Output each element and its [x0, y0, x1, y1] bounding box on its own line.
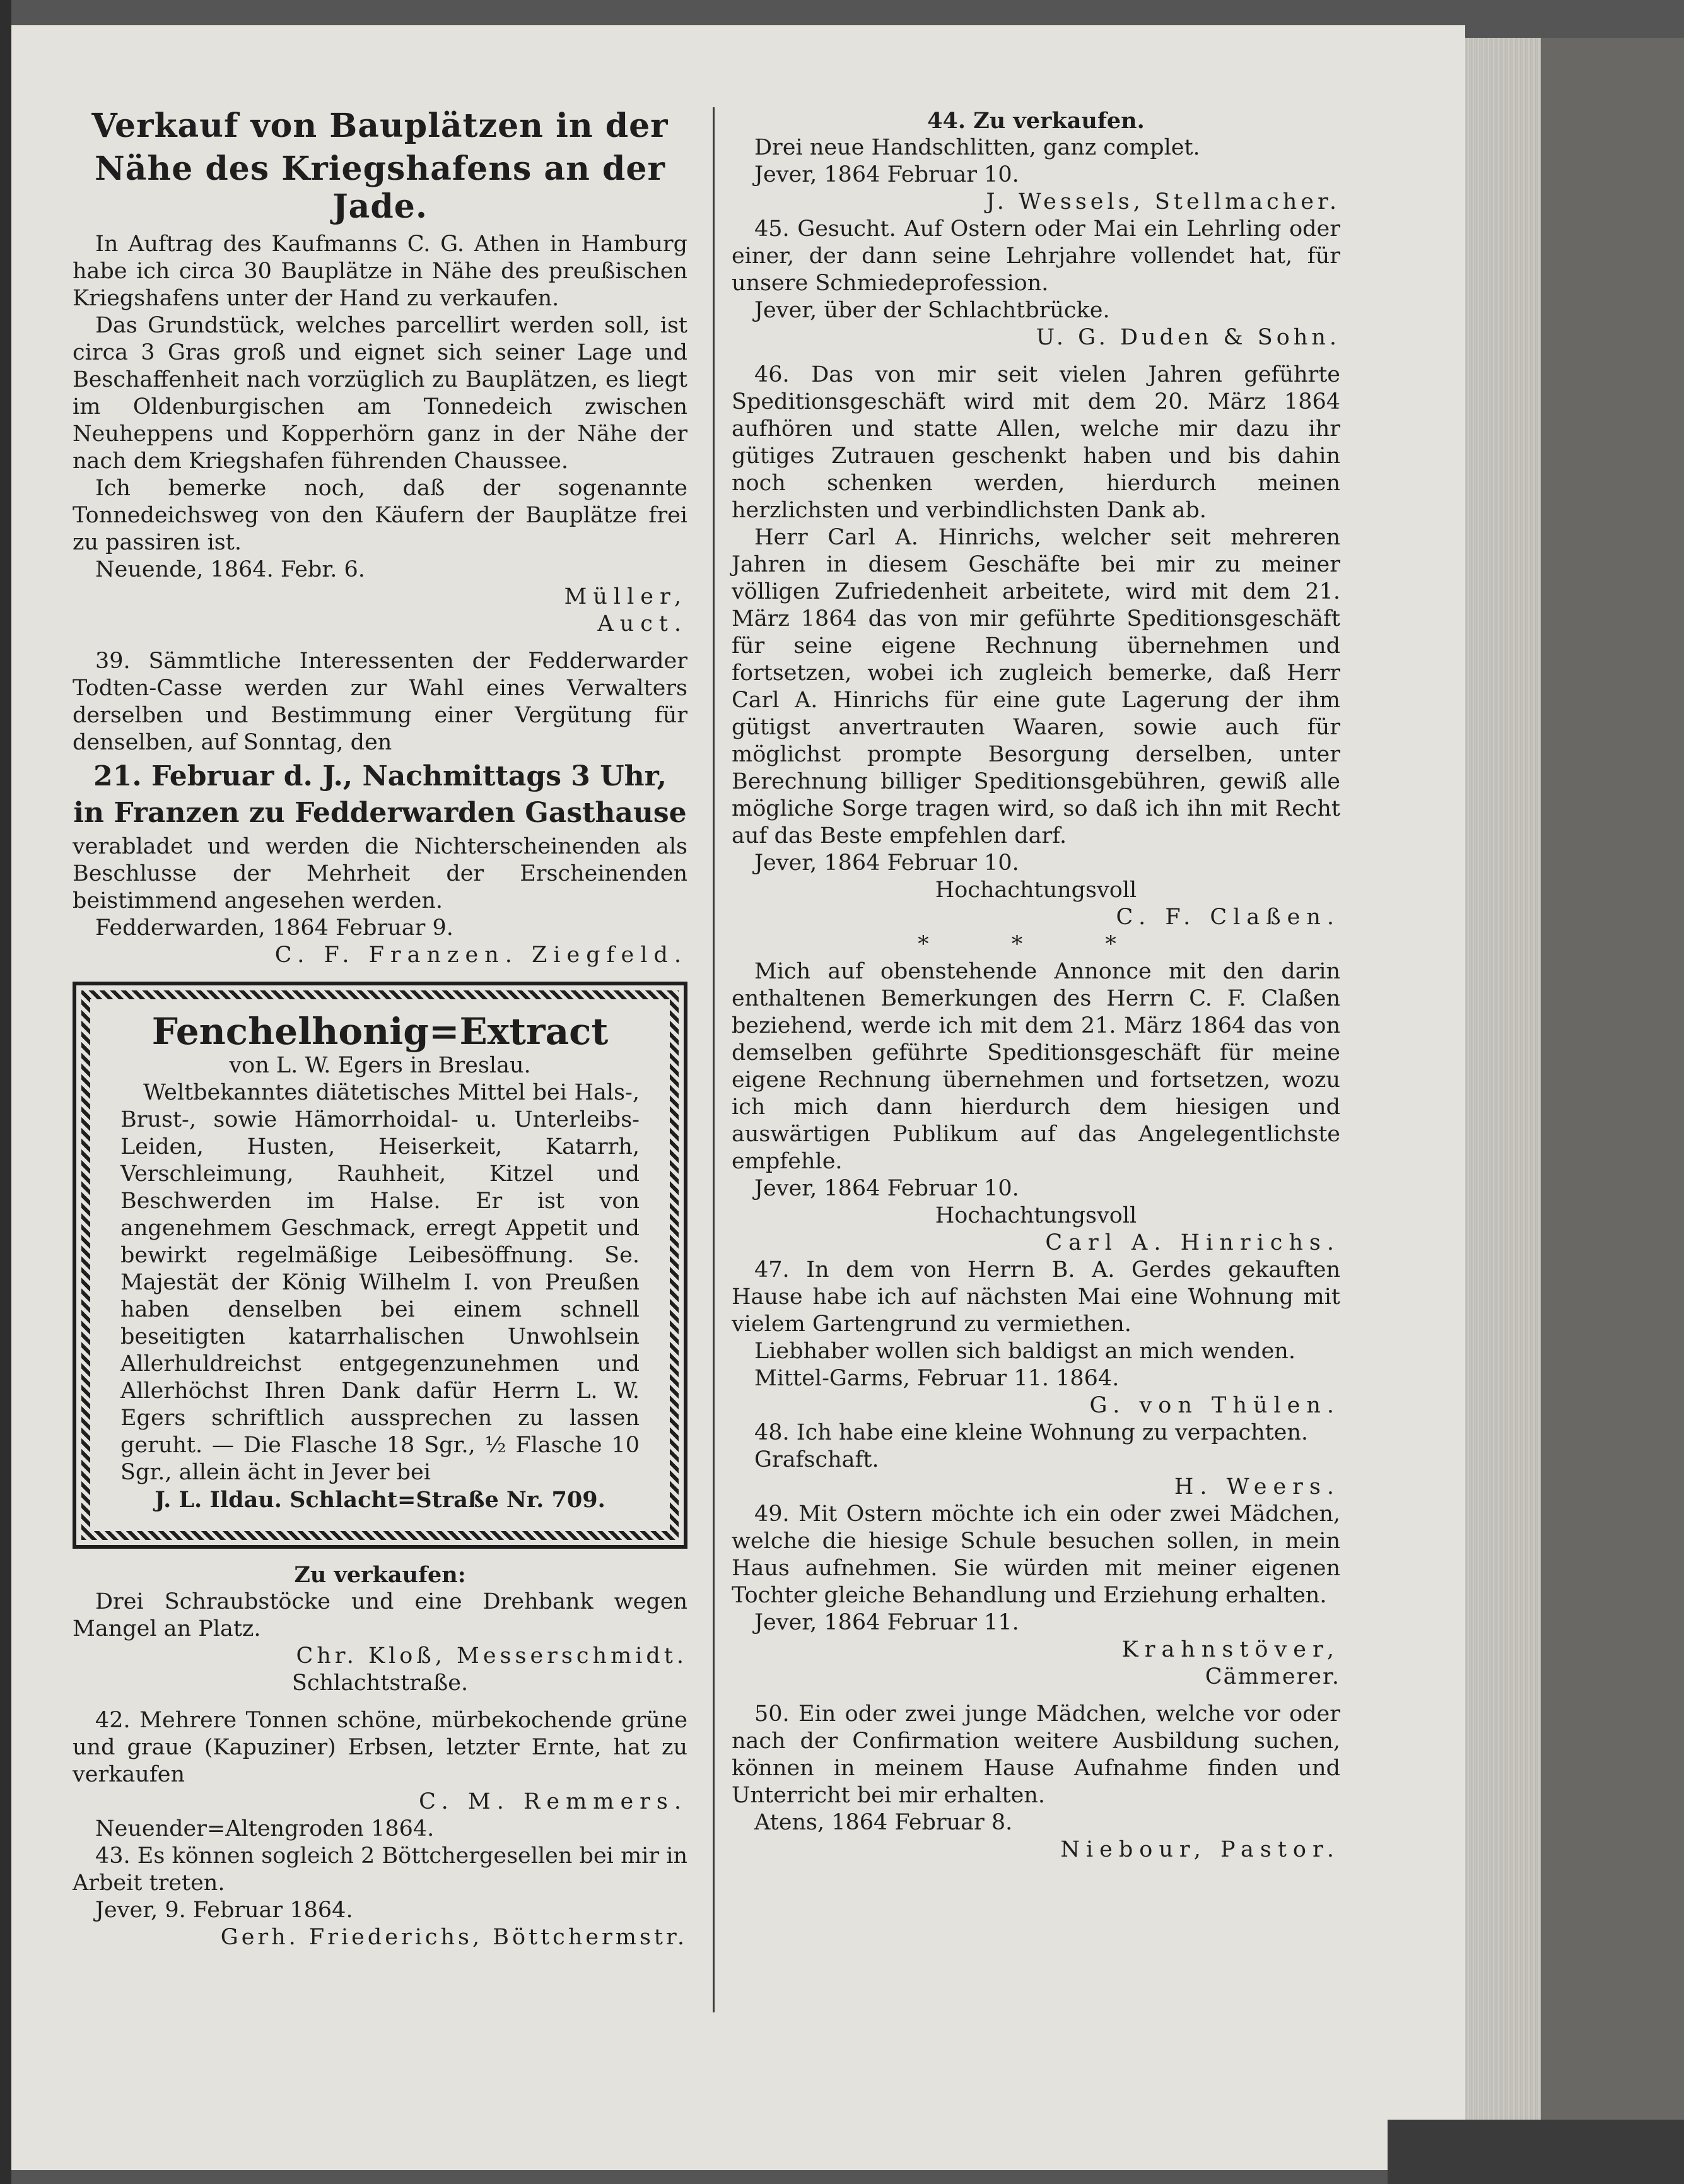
- ad-signature: C. M. Remmers.: [419, 1789, 687, 1814]
- ad-date: Jever, 1864 Februar 11.: [754, 1610, 1019, 1635]
- ad-date: Mittel-Garms, Februar 11. 1864.: [754, 1366, 1120, 1391]
- ad-signature: C. F. Franzen. Ziegfeld.: [274, 942, 687, 968]
- advert-text: Weltbekanntes diätetisches Mittel bei Hals-, Brust-, sowie Hämorrhoidal- u. Unterleibs-Leiden, Husten, Heiserkeit, Katarrh, Verschleimung, Rauhheit, Kitzel und Beschwerden im Halse. Er ist von angenehmem Geschmack, erregt Appetit und bewirkt regelmäßige Leibesöffnung. Se. Majestät der König Wilhelm I. von Preußen haben denselben bei einem schnell beseitigten katarrhalischen Unwohlsein Allerhuldreichst entgegenzunehmen und Allerhöchst Ihren Dank dafür Herrn L. W. Egers schriftlich aussprechen zu lassen geruht. — Die Flasche 18 Sgr., ½ Flasche 10 Sgr., allein ächt in Jever bei: [120, 1080, 640, 1485]
- ad-signature: Niebour, Pastor.: [1060, 1837, 1340, 1862]
- fenchelhonig-advert-box: [73, 982, 687, 1549]
- ad-text: Drei neue Handschlitten, ganz complet.: [754, 135, 1200, 160]
- ad-signature: Carl A. Hinrichs.: [1045, 1230, 1340, 1255]
- ad-bauplaetze: [73, 107, 687, 638]
- ad-text: Herr Carl A. Hinrichs, welcher seit mehreren Jahren in diesem Geschäfte bei mir zu meiner völligen Zufriedenheit arbeitete, wird mit dem 21. März 1864 das von mir geführte Speditionsgeschäft für seine eigene Rechnung übernehmen und fortsetzen, wobei ich zugleich bemerke, daß Herr Carl A. Hinrichs für eine gute Lagerung der ihm gütigst anvertrauten Waaren, sowie auch für möglichst prompte Besorgung derselben, unter Berechnung billiger Speditionsgebühren, gewiß alle mögliche Sorge tragen wird, so daß ich ihn mit Recht auf das Beste empfehlen darf.: [732, 525, 1340, 848]
- ad-text: 43. Es können sogleich 2 Böttchergesellen bei mir in Arbeit treten.: [73, 1843, 687, 1896]
- ad-41: [73, 1561, 687, 1697]
- column-divider: [713, 107, 715, 2012]
- ad-address: Grafschaft.: [754, 1447, 879, 1472]
- ad-greeting: Hochachtungsvoll: [935, 878, 1137, 903]
- ad-signature: G. von Thülen.: [1089, 1393, 1340, 1418]
- ad-text: Liebhaber wollen sich baldigst an mich wenden.: [754, 1339, 1295, 1364]
- advert-seller: J. L. Ildau. Schlacht=Straße Nr. 709.: [155, 1487, 605, 1513]
- ad-signature: C. F. Claßen.: [1116, 905, 1340, 930]
- section-separator: * * *: [918, 932, 1154, 957]
- shadow: [1388, 2120, 1684, 2184]
- ad-headline: Zu verkaufen:: [294, 1562, 466, 1588]
- ad-48: [732, 1419, 1340, 1501]
- ad-signature: Müller,: [564, 584, 687, 609]
- ad-date: Jever, 1864 Februar 10.: [754, 1176, 1019, 1201]
- left-book-edge: [0, 0, 11, 2184]
- ad-text: Das Grundstück, welches parcellirt werden soll, ist circa 3 Gras groß und eignet sich seiner Lage und Beschaffenheit nach vorzüglich zu Bauplätzen, es liegt im Oldenburgischen am Tonnedeich zwischen Neuheppens und Kopperhörn ganz in der Nähe der nach dem Kriegshafen führenden Chaussee.: [73, 313, 687, 474]
- ad-text: 50. Ein oder zwei junge Mädchen, welche vor oder nach der Confirmation weitere Ausbildung suchen, können in meinem Hause Aufnahme finden und Unterricht bei mir erhalten.: [732, 1701, 1340, 1808]
- ad-date: Jever, 1864 Februar 10.: [754, 162, 1019, 187]
- right-column: [732, 107, 1340, 1864]
- ad-46: [732, 361, 1340, 1257]
- ad-49: [732, 1501, 1340, 1691]
- ad-42: [73, 1707, 687, 1843]
- ornamental-border: [81, 990, 679, 1540]
- ad-text: Mich auf obenstehende Annonce mit den darin enthaltenen Bemerkungen des Herrn C. F. Claßen beziehend, werde ich mit dem 21. März 1864 das von demselben geführte Speditionsgeschäft für meine eigene Rechnung übernehmen und fortsetzen, wozu ich mich dann hierdurch dem hiesigen und auswärtigen Publikum auf das Angelegentlichste empfehle.: [732, 959, 1340, 1174]
- ad-date: Jever, 1864 Februar 10.: [754, 850, 1019, 876]
- ad-date: Jever, 9. Februar 1864.: [95, 1898, 353, 1923]
- ad-headline: 44. Zu verkaufen.: [927, 108, 1145, 134]
- ad-date: Neuender=Altengroden 1864.: [95, 1816, 435, 1841]
- ad-signature-title: Auct.: [597, 611, 687, 637]
- advert-maker: von L. W. Egers in Breslau.: [229, 1053, 531, 1078]
- ad-text: 47. In dem von Herrn B. A. Gerdes gekauften Hause habe ich auf nächsten Mai eine Wohnung mit vielem Gartengrund zu vermiethen.: [732, 1257, 1340, 1337]
- ad-45: [732, 216, 1340, 351]
- ad-43: [73, 1843, 687, 1951]
- ad-signature: Krahnstöver,: [1121, 1637, 1340, 1662]
- ad-title: Nähe des Kriegshafens an der Jade.: [95, 150, 665, 226]
- ad-signature: Chr. Kloß, Messerschmidt.: [296, 1643, 687, 1669]
- ad-text: In Auftrag des Kaufmanns C. G. Athen in Hamburg habe ich circa 30 Bauplätze in Nähe des preußischen Kriegshafens unter der Hand zu verkaufen.: [73, 232, 687, 311]
- ad-44: [732, 107, 1340, 216]
- ad-signature-title: Cämmerer.: [1205, 1664, 1340, 1689]
- ad-greeting: Hochachtungsvoll: [935, 1203, 1137, 1228]
- ad-text: Ich bemerke noch, daß der sogenannte Tonnedeichsweg von den Käufern der Bauplätze frei zu passiren ist.: [73, 476, 687, 555]
- advert-title: Fenchelhonig=Extract: [151, 1010, 609, 1053]
- ad-text: Drei Schraubstöcke und eine Drehbank wegen Mangel an Platz.: [73, 1589, 687, 1641]
- ad-address: Jever, über der Schlachtbrücke.: [754, 298, 1110, 323]
- ad-title: Verkauf von Bauplätzen in der: [91, 107, 669, 145]
- ad-signature: J. Wessels, Stellmacher.: [986, 189, 1340, 214]
- ad-47: [732, 1257, 1340, 1419]
- ad-text: 42. Mehrere Tonnen schöne, mürbekochende grüne und graue (Kapuziner) Erbsen, letzter Ernte, hat zu verkaufen: [73, 1708, 687, 1787]
- ad-date: Fedderwarden, 1864 Februar 9.: [95, 915, 453, 941]
- ad-text: 49. Mit Ostern möchte ich ein oder zwei Mädchen, welche die hiesige Schule besuchen sollen, in mein Haus aufnehmen. Sie würden mit meiner eigenen Tochter gleiche Behandlung und Erziehung erhalten.: [732, 1501, 1340, 1608]
- ad-headline: 21. Februar d. J., Nachmittags 3 Uhr,: [93, 760, 667, 792]
- ad-39: [73, 648, 687, 969]
- left-column: [73, 107, 687, 1951]
- ad-text: 39. Sämmtliche Interessenten der Fedderwarder Todten-Casse werden zur Wahl eines Verwalters derselben und Bestimmung einer Vergütung für denselben, auf Sonntag, den: [73, 649, 687, 755]
- ad-date: Atens, 1864 Februar 8.: [754, 1810, 1013, 1835]
- ad-50: [732, 1701, 1340, 1864]
- ad-text: verabladet und werden die Nichterscheinenden als Beschlusse der Mehrheit der Erscheinenden beistimmend angesehen werden.: [73, 834, 687, 913]
- ad-text: 46. Das von mir seit vielen Jahren geführte Speditionsgeschäft wird mit dem 20. März 1864 aufhören und statte Allen, welche mir dazu ihr gütiges Zutrauen geschenkt haben und bis dahin noch schenken werden, hierdurch meinen herzlichsten und verbindlichsten Dank ab.: [732, 362, 1340, 523]
- ad-headline: in Franzen zu Fedderwarden Gasthause: [73, 797, 687, 829]
- ad-address: Schlachtstraße.: [291, 1670, 469, 1696]
- ad-text: 45. Gesucht. Auf Ostern oder Mai ein Lehrling oder einer, der dann seine Lehrjahre vollendet hat, für unsere Schmiedeprofession.: [732, 216, 1340, 296]
- page-stack-edge: [1465, 38, 1541, 2145]
- ad-date: Neuende, 1864. Febr. 6.: [95, 557, 365, 582]
- ad-text: 48. Ich habe eine kleine Wohnung zu verpachten.: [754, 1420, 1309, 1445]
- ad-signature: Gerh. Friederichs, Böttchermstr.: [220, 1925, 687, 1950]
- ad-signature: H. Weers.: [1174, 1474, 1340, 1500]
- ad-signature: U. G. Duden & Sohn.: [1036, 325, 1340, 350]
- book-cover-edge: [1541, 38, 1684, 2145]
